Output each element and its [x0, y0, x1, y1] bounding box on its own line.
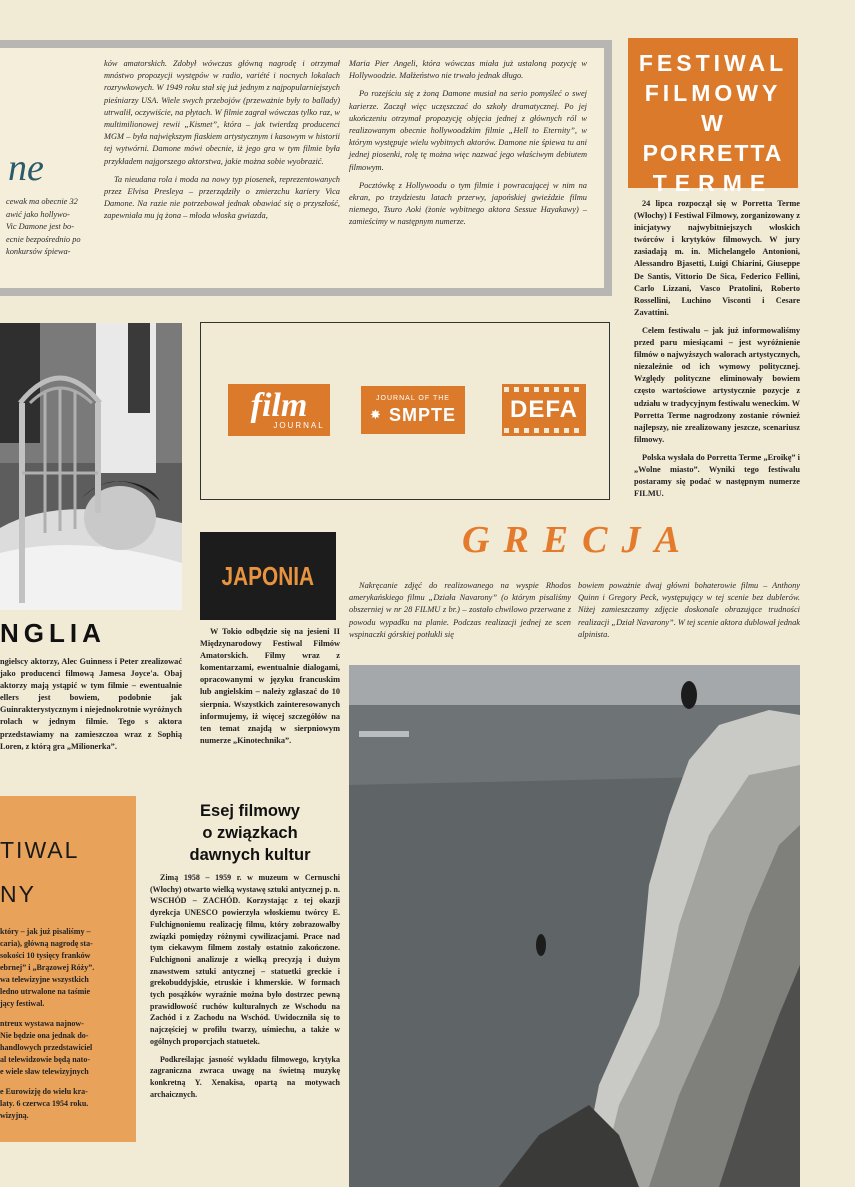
- film-journal-logo: [228, 384, 330, 436]
- japonia-label-box: [200, 532, 336, 620]
- paragraph: 24 lipca rozpoczął się w Porretta Terme (Włochy) I Festiwal Filmowy, zorganizowany z inicjatywy najwybitniejszych włoskich twórców i krytyków filmowych. W jury zasiadają m. in. Michelangelo Antonioni, Alessandro Bjasetti, Luigi Chiarini, Giuseppe De Santis, Vittorio De Sica, Federico Fellini, Carlo Lizzani, Vasco Pratolini, Roberto Rossellini, Luchino Visconti i Cesare Zavattini.: [634, 199, 800, 317]
- logo-main-text: SMPTE: [388, 404, 456, 425]
- text-line: wa telewizyjne wszystkich: [0, 975, 89, 984]
- porretta-article: [634, 198, 800, 506]
- title-line: FESTIWAL: [638, 50, 788, 76]
- paragraph: ków amatorskich. Zdobył wówczas główną nagrodę i otrzymał mnóstwo propozycji występów w radio, variété i nocnych lokalach rozrywkowych. W 1949 roku stał się już jednym z najpopularniejszych pieśniarzy USA. Wiele swych przebojów (przeważnie były to ballady) utrwalił, oczywiście, na płytach. W filmie zagrał wówczas tylko raz, w multimilionowej rewii „Kismet”, która – jak twierdzą producenci MGM – była największym fiaskiem artystycznym i kasowym w historii tej wytwórni. Damone mówi obecnie, iż jego gra w tym filmie była przykładem najgorszego aktorstwa, jakie można sobie wyobrazić.: [104, 59, 340, 166]
- text-line: e wiele sław telewizyjnych: [0, 1067, 89, 1076]
- photo-illustration: [349, 665, 800, 1187]
- japonia-article: W Tokio odbędzie się na jesieni II Międzynarodowy Festiwal Filmów Amatorskich. Filmy wraz z komentarzami, ewentualnie dialogami, opracowanymi w języku francuskim lub angielskim – należy zgłaszać do 10 sierpnia. Wszystkich zainteresowanych informujemy, iż więcej szczegółów na ten temat znajdą w sierpniowym numerze „Kinotechnika”.: [200, 627, 340, 745]
- interview-right-column: [349, 58, 587, 235]
- grecja-column-1: Nakręcanie zdjęć do realizowanego na wyspie Rhodos amerykańskiego filmu „Działa Navarony” (o którym pisaliśmy obszerniej w nr 28 FILMU z br.) – zostało chwilowo przerwane z powodu wypadku na planie. Podczas realizacji jednej ze scen wspinaczki górskiej potłukli się: [349, 581, 571, 639]
- anglia-article: ngielscy aktorzy, Alec Guinness i Peter zrealizować jako producenci filmową Jamesa Joyce'a. Obaj aktorzy mają ystąpić w tym filmie – ewentualnie ellers jest bowiem, podobnie jak Guinrakterystycznym i niejednokrotnie wyróżnych rolach w jednym filmie. Tego s aktora przedstawiamy na zamieszczoa wraz z Sophią Loren, z którą gra „Milionerka”.: [0, 657, 182, 751]
- left-festival-box: [0, 796, 136, 1142]
- esej-title: [170, 800, 330, 866]
- paragraph: Maria Pier Angeli, która wówczas miała już ustaloną pozycję w Hollywoodzie. Małżeństwo nie trwało jednak długo.: [349, 59, 587, 81]
- paragraph: Polska wysłała do Porretta Terme „Eroikę” i „Wolne miasto”. Wyniki tego festiwalu postaramy się podać w następnym numerze FILMU.: [634, 452, 800, 499]
- text-line: handlowych przedstawiciel: [0, 1043, 93, 1052]
- photo-climber-on-cliff: [349, 665, 800, 1187]
- text-line: laty. 6 czerwca 1954 roku.: [0, 1099, 89, 1108]
- text-line: sokości 10 tysięcy franków: [0, 951, 91, 960]
- text-line-spacer: [0, 1010, 136, 1018]
- photo-actress-in-bed: [0, 323, 182, 610]
- paragraph: Ta nieudana rola i moda na nowy typ piosenek, reprezentowanych przez Elvisa Presleya – przerządziły o zmierzchu kariery Vica Damone. Na razie nie potrzebował jednak obawiać się o przyszłość, zapewniała mu ją żona – młoda włoska gwiazda,: [104, 174, 340, 221]
- text-line: ledno utrwalone na taśmie: [0, 987, 90, 996]
- paragraph: Celem festiwalu – jak już informowaliśmy przed paru miesiącami – jest wyróżnienie filmów o najwyższych walorach artystycznych, niezależnie od ich wymowy politycznej. Względy polityczne eliminowały bowiem często wartościowe artystycznie pozycje z udziału w tradycyjnym festiwalu weneckim. W Porretta Terme nagrodzony zostanie również najlepszy, nie zrealizowany jeszcze, scenariusz filmowy.: [634, 325, 800, 444]
- porretta-title-box: [628, 38, 798, 196]
- text-line: Vic Damone jest bo-: [6, 222, 74, 231]
- interview-left-column: [6, 196, 96, 259]
- text-line: wizyjną.: [0, 1111, 29, 1120]
- text-line: jący festiwal.: [0, 999, 45, 1008]
- interview-middle-column: [104, 58, 340, 229]
- title-line: NY: [0, 881, 36, 907]
- text-line: cewak ma obecnie 32: [6, 197, 78, 206]
- text-line: Nie będzie ona jednak do-: [0, 1031, 89, 1040]
- text-line: e Eurowizję do wielu kra-: [0, 1087, 88, 1096]
- title-line: FILMOWY: [644, 80, 782, 106]
- interview-left-fragment: [0, 62, 98, 192]
- defa-logo: [502, 384, 586, 436]
- text-line: ebrnej” i „Brązowej Róży”.: [0, 963, 95, 972]
- text-line: awić jako hollywo-: [6, 209, 70, 219]
- title-line: W PORRETTA: [642, 110, 784, 166]
- title-line: Esej filmowy: [200, 802, 300, 820]
- photo-illustration: [0, 323, 182, 610]
- text-line: ntreux wystawa najnow-: [0, 1019, 84, 1028]
- logo-main-text: DEFA: [509, 396, 578, 423]
- smpte-journal-logo: [361, 386, 465, 434]
- title-line: dawnych kultur: [189, 846, 311, 864]
- paragraph: Pocztówkę z Hollywoodu o tym filmie i powracającej w nim na ekran, po trzydziestu latach przerwy, japońskiej gwieździe filmu niemego, Tsuro Aoki (żonie wybitnego aktora Sessue Hayakawy) – zamieścimy w następnym numerze.: [349, 180, 587, 227]
- text-line: caria), główną nagrodę sta-: [0, 939, 93, 948]
- text-line-spacer: [0, 1078, 136, 1086]
- logo-main-text: film: [250, 386, 308, 424]
- star-icon: ✸: [370, 407, 381, 422]
- paragraph: Zimą 1958 – 1959 r. w muzeum w Cernuschi (Włochy) otwarto wielką wystawę sztuki antycznej p. n. WSCHÓD – ZACHÓD. Korzystając z tej okazji dyrekcja UNESCO powierzyła włoskiemu twórcy E. Fulchignoniemu realizację filmu, który zobrazowałby związki pomiędzy różnymi cywilizacjami. Prace nad tym ciekawym filmem zostały ostatnio zakończone. Fulchignoni analizuje z wielką precyzją i dużym znawstwem sztuki antycznej – statuetki greckie i grekobuddyjskie, etruskie i khmerskie. W formach tych posążków wyraźnie można było dostrzec pewną prawidłowość ruchów kulturalnych ze Wschodu na Zachód i z Zachodu na Wschód. Uwidoczniła się to najczęściej w profilu twarzy, uśmiechu, a także w ogólnych proporcjach statuetek.: [150, 873, 340, 1046]
- text-line: al telewidzowie będą nato-: [0, 1055, 90, 1064]
- text-line: konkursów śpiewa-: [6, 247, 71, 256]
- anglia-heading: NGLIA: [0, 618, 106, 648]
- logo-top-text: JOURNAL OF THE: [376, 394, 450, 402]
- text-line: ecnie bezpośrednio po: [6, 234, 81, 244]
- paragraph: Po rozejściu się z żoną Damone musiał na serio pomyśleć o swej karierze. Zaczął więc uczęszczać do szkoły dramatycznej. Po jej ukończeniu otrzymał propozycję objęcia jednej z głównych ról w realizowanym obecnie hollywoodzkim filmie „Hell to Eternity”, w którym występuje wielu wybitnych aktorów. Damone nie śpiewa tu ani jednej piosenki, rolę tę można więc nazwać jego właściwym debiutem filmowym.: [349, 89, 587, 172]
- grecja-column-2: bowiem poważnie dwaj główni bohaterowie filmu – Anthony Quinn i Gregory Peck, występujący w tej scenie bez dublerów. Niżej zamieszczamy zdjęcie doskonale obrazujące trudności realizacji „Dział Navarony”. W tej scenie aktora dublował jednak alpinista.: [578, 581, 800, 639]
- grecja-heading: GRECJA: [462, 519, 694, 561]
- paragraph: Podkreślając jasność wykładu filmowego, krytyka zagraniczna zwraca uwagę na świetną muzykę konkretną Y. Xenakisa, opartą na motywach archaicznych.: [150, 1054, 340, 1099]
- esej-article: [150, 872, 340, 1106]
- logo-sub-text: JOURNAL: [273, 420, 325, 430]
- japonia-label: JAPONIA: [221, 560, 315, 591]
- article-title-fragment: ne: [8, 147, 44, 189]
- title-line: o związkach: [202, 824, 298, 842]
- text-line: który – jak już pisaliśmy –: [0, 927, 91, 936]
- title-line: TIWAL: [0, 837, 80, 863]
- title-line: TERME: [652, 170, 774, 196]
